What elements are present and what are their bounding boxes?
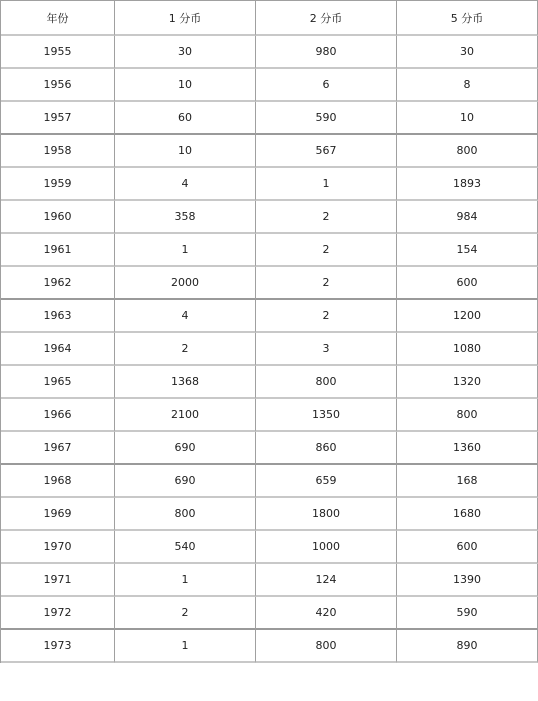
cell-1-fen: 690 xyxy=(115,465,256,498)
table-row xyxy=(1,597,538,630)
cell-year: 1964 xyxy=(1,333,115,366)
cell-1-fen: 2 xyxy=(115,333,256,366)
table-row xyxy=(1,168,538,201)
cell-5-fen: 590 xyxy=(397,597,538,630)
cell-1-fen: 1 xyxy=(115,234,256,267)
header-1-fen: 1 分币 xyxy=(115,1,256,36)
cell-5-fen: 1080 xyxy=(397,333,538,366)
cell-5-fen: 1320 xyxy=(397,366,538,399)
table-row xyxy=(1,630,538,663)
cell-2-fen: 124 xyxy=(256,564,397,597)
table-row xyxy=(1,102,538,135)
cell-2-fen: 800 xyxy=(256,366,397,399)
cell-5-fen: 984 xyxy=(397,201,538,234)
cell-year: 1961 xyxy=(1,234,115,267)
cell-5-fen: 1390 xyxy=(397,564,538,597)
cell-2-fen: 659 xyxy=(256,465,397,498)
cell-1-fen: 10 xyxy=(115,69,256,102)
cell-2-fen: 6 xyxy=(256,69,397,102)
table-row xyxy=(1,333,538,366)
cell-1-fen: 4 xyxy=(115,300,256,333)
table-row xyxy=(1,300,538,333)
cell-2-fen: 590 xyxy=(256,102,397,135)
cell-2-fen: 420 xyxy=(256,597,397,630)
table-row xyxy=(1,234,538,267)
cell-5-fen: 1893 xyxy=(397,168,538,201)
table-row xyxy=(1,498,538,531)
cell-5-fen: 30 xyxy=(397,36,538,69)
cell-year: 1967 xyxy=(1,432,115,465)
cell-2-fen: 2 xyxy=(256,267,397,300)
cell-5-fen: 8 xyxy=(397,69,538,102)
cell-1-fen: 2000 xyxy=(115,267,256,300)
cell-1-fen: 60 xyxy=(115,102,256,135)
cell-5-fen: 1200 xyxy=(397,300,538,333)
cell-year: 1972 xyxy=(1,597,115,630)
cell-1-fen: 1 xyxy=(115,630,256,663)
cell-2-fen: 800 xyxy=(256,630,397,663)
cell-year: 1973 xyxy=(1,630,115,663)
header-year: 年份 xyxy=(1,1,115,36)
cell-2-fen: 860 xyxy=(256,432,397,465)
cell-year: 1960 xyxy=(1,201,115,234)
header-5-fen: 5 分币 xyxy=(397,1,538,36)
cell-1-fen: 540 xyxy=(115,531,256,564)
cell-5-fen: 890 xyxy=(397,630,538,663)
cell-year: 1963 xyxy=(1,300,115,333)
table-row xyxy=(1,36,538,69)
cell-5-fen: 154 xyxy=(397,234,538,267)
cell-5-fen: 1360 xyxy=(397,432,538,465)
cell-5-fen: 10 xyxy=(397,102,538,135)
cell-2-fen: 2 xyxy=(256,300,397,333)
cell-2-fen: 980 xyxy=(256,36,397,69)
cell-1-fen: 1 xyxy=(115,564,256,597)
cell-1-fen: 30 xyxy=(115,36,256,69)
cell-2-fen: 2 xyxy=(256,201,397,234)
cell-1-fen: 690 xyxy=(115,432,256,465)
cell-year: 1957 xyxy=(1,102,115,135)
header-2-fen: 2 分币 xyxy=(256,1,397,36)
cell-year: 1955 xyxy=(1,36,115,69)
cell-5-fen: 600 xyxy=(397,267,538,300)
cell-5-fen: 800 xyxy=(397,135,538,168)
cell-1-fen: 10 xyxy=(115,135,256,168)
cell-year: 1966 xyxy=(1,399,115,432)
table-row xyxy=(1,201,538,234)
cell-1-fen: 2 xyxy=(115,597,256,630)
cell-2-fen: 2 xyxy=(256,234,397,267)
table-row xyxy=(1,69,538,102)
cell-5-fen: 800 xyxy=(397,399,538,432)
cell-2-fen: 3 xyxy=(256,333,397,366)
table-row xyxy=(1,267,538,300)
cell-year: 1965 xyxy=(1,366,115,399)
cell-2-fen: 567 xyxy=(256,135,397,168)
table-header-row xyxy=(1,1,538,36)
cell-year: 1971 xyxy=(1,564,115,597)
cell-2-fen: 1 xyxy=(256,168,397,201)
table-row xyxy=(1,564,538,597)
cell-1-fen: 358 xyxy=(115,201,256,234)
cell-year: 1956 xyxy=(1,69,115,102)
cell-5-fen: 600 xyxy=(397,531,538,564)
table-row xyxy=(1,366,538,399)
table-row xyxy=(1,399,538,432)
table-row xyxy=(1,465,538,498)
cell-year: 1968 xyxy=(1,465,115,498)
cell-1-fen: 4 xyxy=(115,168,256,201)
cell-year: 1959 xyxy=(1,168,115,201)
table-row xyxy=(1,432,538,465)
cell-1-fen: 800 xyxy=(115,498,256,531)
cell-1-fen: 2100 xyxy=(115,399,256,432)
table-row xyxy=(1,531,538,564)
cell-1-fen: 1368 xyxy=(115,366,256,399)
table-row xyxy=(1,135,538,168)
cell-year: 1970 xyxy=(1,531,115,564)
cell-2-fen: 1350 xyxy=(256,399,397,432)
cell-year: 1969 xyxy=(1,498,115,531)
cell-2-fen: 1000 xyxy=(256,531,397,564)
cell-year: 1962 xyxy=(1,267,115,300)
cell-5-fen: 1680 xyxy=(397,498,538,531)
cell-5-fen: 168 xyxy=(397,465,538,498)
cell-year: 1958 xyxy=(1,135,115,168)
cell-2-fen: 1800 xyxy=(256,498,397,531)
